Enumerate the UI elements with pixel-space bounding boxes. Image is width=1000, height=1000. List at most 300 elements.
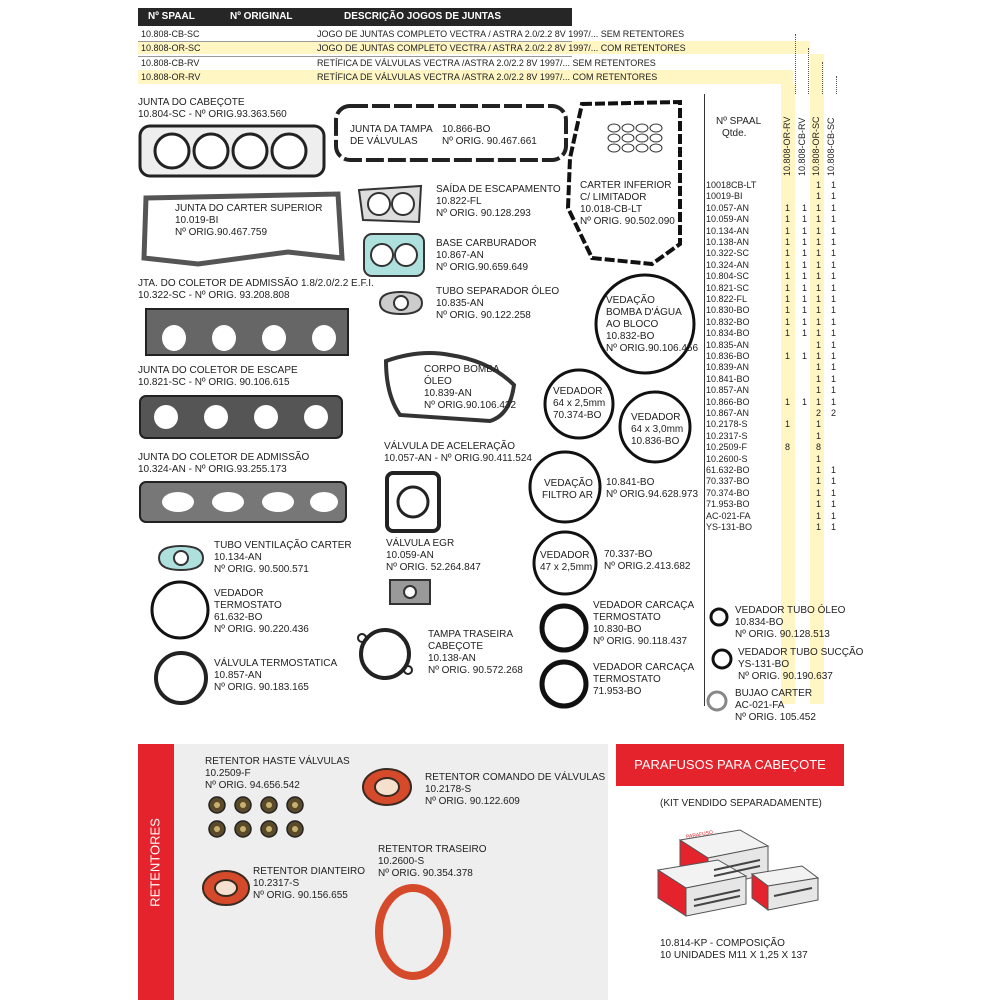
tubo-oleo-ring: [709, 607, 729, 627]
qty-value: 1: [802, 225, 808, 236]
qty-value: 1: [816, 499, 822, 510]
egr-label: VÁLVULA EGR: [386, 538, 455, 549]
saida-code: 10.822-FL: [436, 196, 482, 207]
qty-value: 1: [785, 328, 791, 339]
bujao-code: AC-021-FA: [735, 700, 785, 711]
carter-inf-label: CARTER INFERIOR: [580, 180, 672, 191]
ved47-orig: Nº ORIG.2.413.682: [604, 561, 691, 572]
qty-value: 1: [831, 180, 837, 190]
haste-label: RETENTOR HASTE VÁLVULAS: [205, 756, 350, 767]
aceleracao-code: 10.057-AN - Nº ORIG.90.411.524: [384, 453, 532, 464]
qty-row: [706, 260, 846, 271]
qty-value: 1: [785, 351, 791, 361]
parafusos-sub: (KIT VENDIDO SEPARADAMENTE): [660, 798, 822, 809]
qty-row: [706, 351, 846, 362]
carcaca2-label-2: TERMOSTATO: [593, 674, 661, 685]
qty-value: 1: [816, 305, 822, 316]
haste-code: 10.2509-F: [205, 768, 251, 779]
tubo-oleo-label: VEDADOR TUBO ÓLEO: [735, 605, 846, 616]
bujao-ring: [706, 690, 728, 712]
qty-value: 1: [802, 316, 808, 327]
qty-value: 1: [802, 259, 808, 270]
ved64-30-code: 10.836-BO: [631, 436, 680, 447]
bomba-agua-code: 10.832-BO: [606, 331, 655, 342]
bomba-agua-label: VEDAÇÃO: [606, 295, 655, 306]
ved64-25-size: 64 x 2,5mm: [553, 398, 606, 409]
tubo-succao-label: VEDADOR TUBO SUCÇÃO: [738, 647, 864, 658]
qty-value: 1: [802, 282, 808, 293]
admissao-drawing: [138, 478, 348, 526]
carter-sup-code: 10.019-BI: [175, 215, 219, 226]
bujao-orig: Nº ORIG. 105.452: [735, 712, 816, 723]
ved47-code: 70.337-BO: [604, 549, 653, 560]
comando-label: RETENTOR COMANDO DE VÁLVULAS: [425, 772, 606, 783]
saida-label: SAÍDA DE ESCAPAMENTO: [436, 184, 561, 195]
qty-value: 1: [785, 294, 791, 304]
header-spaal: Nº SPAAL: [148, 11, 195, 22]
qty-value: 1: [802, 248, 808, 259]
qty-value: 1: [802, 351, 808, 361]
qty-value: 1: [831, 465, 837, 475]
qty-value: 1: [831, 396, 837, 407]
ventilacao-label: TUBO VENTILAÇÃO CARTER: [214, 540, 352, 551]
bomba-oleo-label: CORPO BOMBA: [424, 364, 500, 375]
carter-sup-orig: Nº ORIG.90.467.759: [175, 227, 268, 238]
qty-part-code: 70.374-BO: [706, 487, 750, 498]
escape-label: JUNTA DO COLETOR DE ESCAPE: [138, 365, 298, 376]
parafusos-title: PARAFUSOS PARA CABEÇOTE: [634, 757, 826, 772]
qty-part-code: 10.867-AN: [706, 408, 750, 418]
qty-value: 1: [816, 294, 822, 304]
carcaca2-label: VEDADOR CARCAÇA: [593, 662, 695, 673]
bujao-label: BUJAO CARTER: [735, 688, 813, 699]
qty-value: 1: [816, 430, 822, 441]
admissao-efi-drawing: [142, 305, 352, 360]
qty-row: [706, 465, 846, 476]
qty-value: 1: [816, 237, 822, 247]
cabecote-gasket-drawing: [138, 122, 326, 180]
termostato-orig: Nº ORIG. 90.220.436: [214, 624, 309, 635]
qty-part-code: 10.2317-S: [706, 430, 748, 441]
qty-value: 1: [816, 259, 822, 270]
qty-row: [706, 283, 846, 294]
saida-drawing: [355, 182, 425, 226]
admissao-code: 10.324-AN - Nº ORIG.93.255.173: [138, 464, 287, 475]
qty-value: 8: [785, 442, 791, 453]
qty-value: 1: [816, 271, 822, 282]
qty-value: 1: [802, 294, 808, 304]
qty-value: 1: [802, 396, 808, 407]
tubo-oleo-code: 10.834-BO: [735, 617, 784, 628]
qty-col-cb-sc: 10.808-CB-SC: [826, 117, 836, 176]
qty-row: [706, 191, 846, 202]
qty-part-code: 10.059-AN: [706, 214, 750, 225]
header-descricao: DESCRIÇÃO JOGOS DE JUNTAS: [344, 11, 502, 22]
qty-part-code: 10.324-AN: [706, 259, 750, 270]
qty-value: 1: [802, 305, 808, 316]
qty-value: 1: [831, 237, 837, 247]
qty-row: [706, 294, 846, 305]
bomba-oleo-orig: Nº ORIG.90.106.432: [424, 400, 517, 411]
qty-value: 1: [831, 328, 837, 339]
qty-part-code: 10.138-AN: [706, 237, 750, 247]
qty-row: [706, 499, 846, 510]
qty-row: [706, 317, 846, 328]
qty-value: 1: [816, 214, 822, 225]
qty-row: [706, 454, 846, 465]
separador-code: 10.835-AN: [436, 298, 484, 309]
qty-value: 1: [831, 476, 837, 487]
kit-desc: RETÍFICA DE VÁLVULAS VECTRA /ASTRA 2.0/2.2 8V 1997/... SEM RETENTORES: [317, 58, 656, 68]
egr-orig: Nº ORIG. 52.264.847: [386, 562, 481, 573]
qty-part-code: 10.2600-S: [706, 453, 748, 464]
qty-value: 1: [816, 328, 822, 339]
qty-part-code: 10.835-AN: [706, 339, 750, 350]
dianteiro-label: RETENTOR DIANTEIRO: [253, 866, 366, 877]
qty-value: 1: [831, 305, 837, 316]
qty-col-cb-rv: 10.808-CB-RV: [797, 117, 807, 176]
connector-line: [822, 62, 823, 94]
qty-value: 1: [785, 225, 791, 236]
qty-part-code: 10.2178-S: [706, 419, 748, 430]
qty-value: 1: [831, 510, 837, 521]
carcaca2-code: 71.953-BO: [593, 686, 642, 697]
carcaca1-ring: [538, 602, 590, 654]
base-carb-drawing: [362, 232, 426, 278]
qty-value: 1: [831, 351, 837, 361]
filtro-label: VEDAÇÃO: [544, 478, 593, 489]
filtro-orig: Nº ORIG.94.628.973: [606, 489, 699, 500]
ved47-size: 47 x 2,5mm: [540, 562, 593, 573]
qty-value: 1: [831, 373, 837, 384]
qty-value: 1: [802, 271, 808, 282]
dianteiro-orig: Nº ORIG. 90.156.655: [253, 890, 348, 901]
termostato-ring: [150, 580, 210, 640]
traseiro-label: RETENTOR TRASEIRO: [378, 844, 487, 855]
qty-value: 1: [816, 316, 822, 327]
qty-row: [706, 328, 846, 339]
carcaca2-ring: [538, 658, 590, 710]
qty-value: 1: [816, 453, 822, 464]
valv-termo-drawing: [153, 650, 209, 706]
qty-part-code: 10019-BI: [706, 191, 743, 202]
filtro-label-2: FILTRO AR: [542, 490, 593, 501]
qty-value: 1: [816, 362, 822, 373]
qty-value: 1: [785, 316, 791, 327]
qty-row: [706, 385, 846, 396]
qty-head-spaal: Nº SPAAL: [716, 116, 762, 127]
separador-orig: Nº ORIG. 90.122.258: [436, 310, 531, 321]
bomba-agua-label-3: AO BLOCO: [606, 319, 659, 330]
traseiro-orig: Nº ORIG. 90.354.378: [378, 868, 473, 879]
qty-value: 1: [816, 487, 822, 498]
ved47-label: VEDADOR: [540, 550, 590, 561]
connector-line: [808, 48, 809, 94]
qty-table-border: [704, 94, 705, 706]
qty-row: [706, 237, 846, 248]
qty-value: 1: [785, 237, 791, 247]
tampa-traseira-orig: Nº ORIG. 90.572.268: [428, 665, 523, 676]
qty-value: 1: [802, 237, 808, 247]
dianteiro-code: 10.2317-S: [253, 878, 300, 889]
qty-row: [706, 511, 846, 522]
qty-row: [706, 442, 846, 453]
qty-value: 8: [816, 442, 822, 453]
carcaca1-label: VEDADOR CARCAÇA: [593, 600, 695, 611]
qty-value: 1: [785, 248, 791, 259]
qty-value: 1: [831, 362, 837, 373]
qty-row: [706, 488, 846, 499]
tampa-traseira-label: TAMPA TRASEIRA: [428, 629, 514, 640]
tampa-label: JUNTA DA TAMPA: [350, 124, 433, 135]
qty-value: 1: [816, 465, 822, 475]
kit-code: 10.808-CB-RV: [141, 58, 200, 68]
ventilacao-drawing: [155, 542, 207, 574]
qty-part-code: 70.337-BO: [706, 476, 750, 487]
traseiro-seal-drawing: [375, 884, 451, 980]
qty-row: [706, 374, 846, 385]
qty-part-code: 10.841-BO: [706, 373, 750, 384]
bomba-agua-label-2: BOMBA D'ÁGUA: [606, 307, 682, 318]
qty-value: 1: [816, 385, 822, 396]
qty-value: 1: [785, 305, 791, 316]
qty-row: [706, 476, 846, 487]
carter-sup-label: JUNTA DO CARTER SUPERIOR: [175, 203, 323, 214]
traseiro-code: 10.2600-S: [378, 856, 425, 867]
parafusos-comp: 10 UNIDADES M11 X 1,25 X 137: [660, 950, 808, 961]
tubo-succao-ring: [711, 648, 733, 670]
carter-inf-orig: Nº ORIG. 90.502.090: [580, 216, 675, 227]
ventilacao-orig: Nº ORIG. 90.500.571: [214, 564, 309, 575]
kit-code: 10.808-OR-SC: [141, 43, 201, 53]
admissao-efi-code: 10.322-SC - Nº ORIG. 93.208.808: [138, 290, 290, 301]
qty-value: 1: [816, 522, 822, 532]
qty-row: [706, 203, 846, 214]
termostato-label-2: TERMOSTATO: [214, 600, 282, 611]
ved64-25-code: 70.374-BO: [553, 410, 602, 421]
qty-value: 1: [785, 271, 791, 282]
qty-value: 1: [816, 191, 822, 202]
cabecote-code: 10.804-SC - Nº ORIG.93.363.560: [138, 109, 287, 120]
comando-orig: Nº ORIG. 90.122.609: [425, 796, 520, 807]
qty-value: 1: [831, 248, 837, 259]
qty-value: 1: [802, 214, 808, 225]
kit-code: 10.808-OR-RV: [141, 72, 201, 82]
filtro-code: 10.841-BO: [606, 477, 655, 488]
qty-value: 1: [785, 419, 791, 430]
tampa-traseira-code: 10.138-AN: [428, 653, 476, 664]
qty-part-code: 10.2509-F: [706, 442, 748, 453]
qty-row: [706, 522, 846, 533]
qty-row: [706, 214, 846, 225]
qty-value: 1: [831, 487, 837, 498]
kit-table-header: [138, 8, 572, 26]
qty-value: 1: [831, 214, 837, 225]
valv-termo-label: VÁLVULA TERMOSTATICA: [214, 658, 338, 669]
qty-row: [706, 397, 846, 408]
qty-value: 2: [816, 408, 822, 418]
ved64-25-label: VEDADOR: [553, 386, 603, 397]
qty-value: 1: [831, 522, 837, 532]
qty-value: 1: [816, 510, 822, 521]
ved64-30-label: VEDADOR: [631, 412, 681, 423]
qty-value: 1: [785, 396, 791, 407]
qty-part-code: 10.822-FL: [706, 294, 748, 304]
tampa-code: 10.866-BO: [442, 124, 491, 135]
qty-value: 1: [802, 202, 808, 213]
qty-value: 1: [816, 202, 822, 213]
base-carb-code: 10.867-AN: [436, 250, 484, 261]
qty-row: [706, 340, 846, 351]
qty-value: 1: [831, 282, 837, 293]
tampa-traseira-label-2: CABEÇOTE: [428, 641, 484, 652]
qty-value: 1: [816, 419, 822, 430]
haste-orig: Nº ORIG. 94.656.542: [205, 780, 300, 791]
carter-inf-label-2: C/ LIMITADOR: [580, 192, 647, 203]
qty-part-code: 10.839-AN: [706, 362, 750, 373]
qty-value: 1: [831, 259, 837, 270]
qty-part-code: 10.834-BO: [706, 328, 750, 339]
kit-desc: JOGO DE JUNTAS COMPLETO VECTRA / ASTRA 2.0/2.2 8V 1997/... SEM RETENTORES: [317, 29, 685, 39]
qty-row: [706, 305, 846, 316]
qty-row: [706, 419, 846, 430]
ved64-30-size: 64 x 3,0mm: [631, 424, 684, 435]
qty-value: 1: [785, 202, 791, 213]
header-original: Nº ORIGINAL: [230, 11, 293, 22]
qty-value: 1: [802, 328, 808, 339]
qty-part-code: 61.632-BO: [706, 465, 750, 475]
tubo-succao-code: YS-131-BO: [738, 659, 790, 670]
qty-part-code: 10.832-BO: [706, 316, 750, 327]
connector-line: [836, 76, 837, 94]
qty-part-code: 10.134-AN: [706, 225, 750, 236]
qty-value: 1: [816, 282, 822, 293]
qty-value: 1: [831, 225, 837, 236]
base-carb-label: BASE CARBURADOR: [436, 238, 537, 249]
valv-termo-code: 10.857-AN: [214, 670, 262, 681]
carcaca1-label-2: TERMOSTATO: [593, 612, 661, 623]
aceleracao-drawing: [384, 470, 442, 534]
qty-part-code: 10018CB-LT: [706, 180, 757, 190]
qty-value: 1: [831, 294, 837, 304]
escape-drawing: [138, 392, 344, 442]
qty-part-code: 10.057-AN: [706, 202, 750, 213]
qty-row: [706, 248, 846, 259]
kit-desc: RETÍFICA DE VÁLVULAS VECTRA /ASTRA 2.0/2.2 8V 1997/... COM RETENTORES: [317, 72, 658, 82]
qty-part-code: 10.821-SC: [706, 282, 750, 293]
qty-row: [706, 226, 846, 237]
tampa-orig: Nº ORIG. 90.467.661: [442, 136, 537, 147]
qty-value: 2: [831, 408, 837, 418]
haste-seals-drawing: [205, 795, 309, 841]
carcaca1-code: 10.830-BO: [593, 624, 642, 635]
qty-col-or-sc: 10.808-OR-SC: [811, 116, 821, 176]
escape-code: 10.821-SC - Nº ORIG. 90.106.615: [138, 377, 290, 388]
qty-value: 1: [816, 225, 822, 236]
qty-head-qtde: Qtde.: [722, 128, 747, 139]
connector-line: [795, 34, 796, 94]
tubo-succao-orig: Nº ORIG. 90.190.637: [738, 671, 833, 682]
qty-value: 1: [831, 385, 837, 396]
egr-code: 10.059-AN: [386, 550, 434, 561]
tampa-traseira-drawing: [352, 624, 418, 684]
parafusos-box-label: PARAFUSO: [685, 829, 714, 841]
qty-value: 1: [816, 396, 822, 407]
bomba-oleo-label-2: ÓLEO: [424, 376, 452, 387]
qty-value: 1: [831, 271, 837, 282]
qty-part-code: 10.836-BO: [706, 351, 750, 361]
qty-value: 1: [816, 339, 822, 350]
termostato-label: VEDADOR: [214, 588, 264, 599]
dianteiro-seal-drawing: [200, 868, 252, 908]
saida-orig: Nº ORIG. 90.128.293: [436, 208, 531, 219]
qty-value: 1: [816, 351, 822, 361]
separador-label: TUBO SEPARADOR ÓLEO: [436, 286, 560, 297]
qty-value: 1: [831, 339, 837, 350]
kit-desc: JOGO DE JUNTAS COMPLETO VECTRA / ASTRA 2.0/2.2 8V 1997/... COM RETENTORES: [317, 43, 686, 53]
tubo-oleo-orig: Nº ORIG. 90.128.513: [735, 629, 830, 640]
qty-value: 1: [785, 214, 791, 225]
qty-row: [706, 362, 846, 373]
qty-value: 1: [831, 316, 837, 327]
qty-value: 1: [816, 476, 822, 487]
qty-part-code: 10.322-SC: [706, 248, 750, 259]
ventilacao-code: 10.134-AN: [214, 552, 262, 563]
qty-row: [706, 408, 846, 419]
qty-row: [706, 431, 846, 442]
comando-seal-drawing: [360, 766, 414, 808]
separador-drawing: [376, 288, 426, 318]
qty-part-code: AC-021-FA: [706, 510, 751, 521]
qty-part-code: YS-131-BO: [706, 522, 753, 532]
qty-row: [706, 271, 846, 282]
parafusos-boxes-drawing: [656, 826, 820, 922]
qty-value: 1: [785, 282, 791, 293]
admissao-label: JUNTA DO COLETOR DE ADMISSÃO: [138, 452, 310, 463]
qty-row: [706, 180, 846, 191]
carter-inf-code: 10.018-CB-LT: [580, 204, 643, 215]
parafusos-code: 10.814-KP - COMPOSIÇÃO: [660, 938, 785, 949]
aceleracao-label: VÁLVULA DE ACELERAÇÃO: [384, 441, 515, 452]
qty-part-code: 10.804-SC: [706, 271, 750, 282]
kit-code: 10.808-CB-SC: [141, 29, 200, 39]
egr-drawing: [386, 576, 434, 608]
carcaca1-orig: Nº ORIG. 90.118.437: [593, 636, 688, 647]
comando-code: 10.2178-S: [425, 784, 472, 795]
admissao-efi-label: JTA. DO COLETOR DE ADMISSÃO 1.8/2.0/2.2 E.F.I.: [138, 278, 374, 289]
bomba-agua-orig: Nº ORIG.90.106.456: [606, 343, 699, 354]
qty-value: 1: [831, 499, 837, 510]
bomba-oleo-code: 10.839-AN: [424, 388, 472, 399]
qty-part-code: 10.830-BO: [706, 305, 750, 316]
retentores-side-label: RETENTORES: [147, 818, 163, 907]
qty-value: 1: [785, 259, 791, 270]
valv-termo-orig: Nº ORIG. 90.183.165: [214, 682, 309, 693]
qty-value: 1: [816, 180, 822, 190]
qty-part-code: 10.866-BO: [706, 396, 750, 407]
base-carb-orig: Nº ORIG.90.659.649: [436, 262, 529, 273]
qty-value: 1: [816, 373, 822, 384]
qty-value: 1: [831, 191, 837, 202]
tampa-label-2: DE VÁLVULAS: [350, 136, 418, 147]
qty-value: 1: [831, 202, 837, 213]
cabecote-label: JUNTA DO CABEÇOTE: [138, 97, 245, 108]
qty-value: 1: [816, 248, 822, 259]
qty-col-or-rv: 10.808-OR-RV: [782, 116, 792, 176]
termostato-code: 61.632-BO: [214, 612, 263, 623]
qty-part-code: 71.953-BO: [706, 499, 750, 510]
qty-part-code: 10.857-AN: [706, 385, 750, 396]
